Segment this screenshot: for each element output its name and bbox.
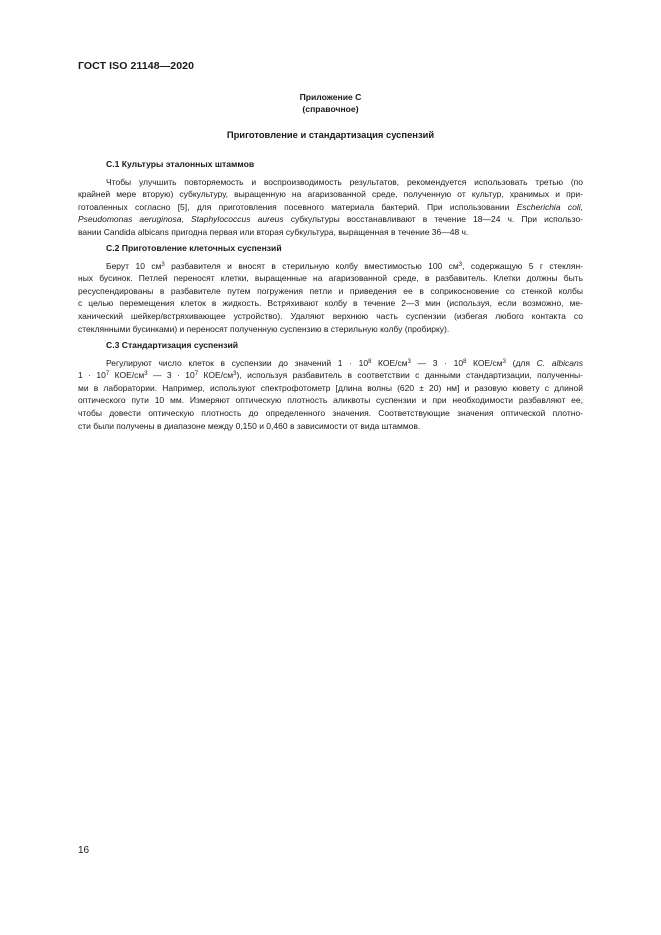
paragraph-line: $1 \cdot 10^7$ КОЕ/$см^3$ — $3 \cdot 10^7$ КОЕ/$см^3$), используя разбавитель в соответствии с данными стандартизации, полученны-: [78, 370, 583, 381]
paragraph-line: сти были получены в диапазоне между 0,150 и 0,460 в зависимости от вида штаммов.: [78, 420, 421, 431]
paragraph-line: ханический шейкер/встряхивающее устройство). Удаляют верхнюю часть суспензии (избегая любого контакта со: [78, 310, 583, 321]
paragraph-line: Берут 10 $см^3$ разбавителя и вносят в стерильную колбу вместимостью 100 $см^3$, содержащую 5 г стеклян-: [106, 260, 583, 271]
paragraph-line: Чтобы улучшить повторяемость и воспроизводимость результатов, рекомендуется использовать третью (по: [106, 176, 583, 187]
page-number: 16: [78, 845, 90, 856]
annex-title: Приготовление и стандартизация суспензий: [226, 129, 435, 140]
section-heading: C.3 Стандартизация суспензий: [106, 340, 239, 350]
paragraph-line: оптического пути 10 мм. Измеряют оптическую плотность аликвоты суспензии и при необходимости разбавляют ее,: [78, 395, 583, 406]
section-heading: C.2 Приготовление клеточных суспензий: [106, 243, 282, 253]
annex-label: Приложение C: [299, 92, 362, 102]
paragraph-line: стеклянными бусинками) и переносят полученную суспензию в стерильную колбу (пробирку).: [78, 323, 450, 334]
section-heading: C.1 Культуры эталонных штаммов: [106, 159, 255, 169]
section-c3: [78, 339, 583, 432]
paragraph-line: Pseudomonas aeruginosa, Staphylococcus aureus субкультуры восстанавливают в течение 18—24 ч. При использо-: [78, 214, 584, 225]
paragraph-line: чтобы довести оптическую плотность до определенного значения. Соответствующие значения оптической плотно-: [78, 407, 583, 418]
paragraph-line: крайней мере вторую) субкультуру, выращенную на агаризованной среде, полученную от культур, хранимых и при-: [78, 189, 583, 200]
paragraph-line: ми в лаборатории. Например, используют спектрофотометр [длина волны (620 ± 20) нм] и разовую кювету с длиной: [78, 382, 583, 393]
section-c1: [78, 158, 583, 239]
section-c2: [78, 242, 583, 335]
paragraph-line: готовленных согласно [5], для приготовления посевного материала бактерий. При использовании Escherichia coli,: [78, 201, 583, 212]
paragraph-line: с целью перемещения клеток в жидкость. Встряхивают колбу в течение 2—3 мин (используя, если возможно, ме-: [78, 298, 583, 309]
paragraph-line: Регулируют число клеток в суспензии до значений $1 \cdot 10^8$ КОЕ/$см^3$ — $3 \cdot 10^8$ КОЕ/$см^3$ (для C. albicans: [106, 357, 583, 368]
paragraph-line: ресуспендированы в разбавителе путем погружения петли и приведения ее в соприкосновение со стенкой колбы: [78, 285, 583, 296]
document-id: ГОСТ ISO 21148—2020: [78, 60, 195, 72]
paragraph-line: ных бусинок. Петлей переносят клетки, выращенные на агаризованной среде, в разбавитель. Клетки должны быть: [78, 273, 583, 284]
annex-type: (справочное): [302, 104, 359, 114]
paragraph-line: вании Candida albicans пригодна первая или вторая субкультура, выращенная в течение 36—48 ч.: [78, 226, 469, 237]
